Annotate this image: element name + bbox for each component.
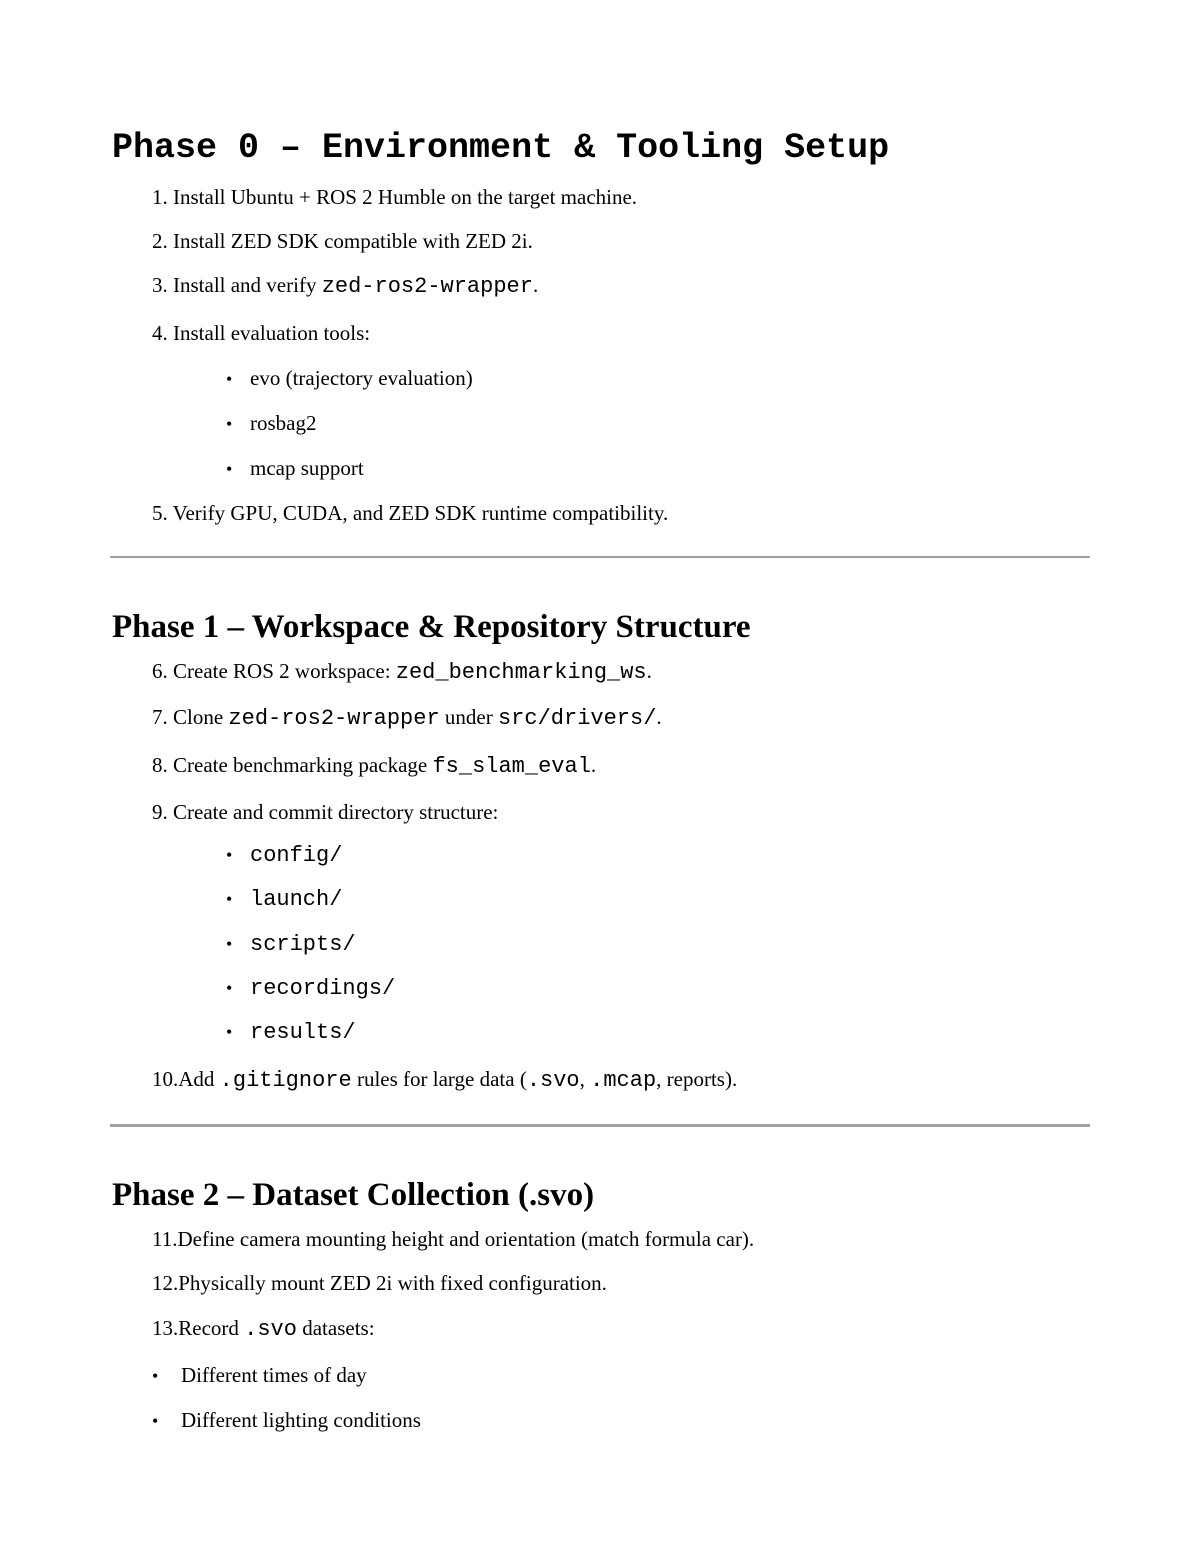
phase2-bullet — [152, 1410, 421, 1431]
phase1-item-10 — [152, 1069, 737, 1092]
code-span: .gitignore — [219, 1068, 352, 1093]
bullet-text: Different times of day — [181, 1363, 367, 1387]
item-text: Physically mount ZED 2i with fixed configuration. — [178, 1271, 607, 1295]
phase1-heading: Phase 1 – Workspace & Repository Structure — [112, 609, 751, 645]
item-text: under — [439, 705, 498, 729]
item-text: . — [646, 659, 652, 683]
phase2-heading: Phase 2 – Dataset Collection (.svo) — [112, 1177, 595, 1213]
item-number: 10. — [152, 1067, 179, 1091]
bullet-icon: • — [152, 1366, 159, 1386]
item-text: Record — [178, 1316, 245, 1340]
item-number: 9. — [152, 800, 168, 824]
item-text: Install and verify — [173, 273, 322, 297]
tool-text: rosbag2 — [250, 411, 317, 435]
code-span: zed_benchmarking_ws — [395, 660, 647, 685]
phase2-bullet — [152, 1365, 367, 1386]
dir-name: results/ — [250, 1020, 356, 1045]
phase0-item-5 — [152, 503, 668, 524]
item-text: . — [532, 273, 539, 297]
dir-item — [226, 888, 342, 911]
item-text: Verify GPU, CUDA, and ZED SDK runtime compatibility. — [172, 501, 669, 525]
dir-item — [226, 977, 395, 1000]
bullet-icon: • — [226, 459, 233, 479]
item-text: Install evaluation tools: — [173, 321, 371, 345]
item-text: Create and commit directory structure: — [173, 800, 499, 824]
phase2-item-11 — [152, 1229, 754, 1250]
item-text: . — [656, 705, 662, 729]
tool-text: evo (trajectory evaluation) — [250, 366, 473, 390]
item-text: Install ZED SDK compatible with ZED 2i. — [173, 229, 533, 253]
phase0-item-4 — [152, 323, 370, 344]
item-number: 8. — [152, 753, 168, 777]
tool-item — [226, 413, 317, 434]
bullet-icon: • — [226, 414, 233, 434]
code-span: fs_slam_eval — [432, 754, 591, 779]
item-text: datasets: — [296, 1316, 375, 1340]
tool-text: mcap support — [250, 456, 364, 480]
item-text: Create benchmarking package — [173, 753, 433, 777]
tool-item — [226, 458, 364, 479]
item-number: 3. — [152, 273, 168, 297]
item-number: 2. — [152, 229, 168, 253]
item-text: Create ROS 2 workspace: — [173, 659, 396, 683]
section-divider — [110, 556, 1090, 558]
phase2-item-13 — [152, 1318, 375, 1341]
tool-item — [226, 368, 473, 389]
phase0-item-3 — [152, 275, 538, 298]
item-text: Clone — [173, 705, 229, 729]
bullet-icon: • — [226, 1022, 233, 1042]
phase1-item-7 — [152, 707, 662, 730]
bullet-icon: • — [226, 934, 233, 954]
dir-name: scripts/ — [250, 932, 356, 957]
item-text: Add — [178, 1067, 220, 1091]
code-span: .mcap — [590, 1068, 657, 1093]
item-text: Define camera mounting height and orientation (match formula car). — [177, 1227, 755, 1251]
code-span: src/drivers/ — [497, 706, 657, 731]
bullet-icon: • — [226, 369, 233, 389]
item-text: Install Ubuntu + ROS 2 Humble on the target machine. — [173, 185, 638, 209]
bullet-icon: • — [226, 889, 233, 909]
phase1-item-9 — [152, 802, 498, 823]
code-span: zed-ros2-wrapper — [228, 706, 440, 731]
bullet-icon: • — [152, 1411, 159, 1431]
dir-item — [226, 933, 356, 956]
item-number: 5. — [152, 501, 168, 525]
item-text: , — [579, 1067, 591, 1091]
dir-item — [226, 1021, 356, 1044]
bullet-text: Different lighting conditions — [181, 1408, 421, 1432]
code-span: .svo — [244, 1317, 297, 1342]
section-divider — [110, 1124, 1090, 1127]
item-text: , reports). — [656, 1067, 738, 1091]
dir-name: config/ — [250, 843, 343, 868]
phase2-item-12 — [152, 1273, 607, 1294]
dir-name: recordings/ — [250, 976, 396, 1001]
phase0-item-2 — [152, 231, 533, 252]
item-text: . — [590, 753, 597, 777]
item-number: 12. — [152, 1271, 179, 1295]
item-number: 4. — [152, 321, 168, 345]
phase1-item-6 — [152, 661, 652, 684]
code-span: .svo — [526, 1068, 580, 1093]
bullet-icon: • — [226, 978, 233, 998]
item-number: 6. — [152, 659, 168, 683]
phase0-heading: Phase 0 – Environment & Tooling Setup — [112, 128, 890, 168]
item-number: 1. — [152, 185, 168, 209]
code-span: zed-ros2-wrapper — [321, 274, 533, 299]
item-number: 11. — [152, 1227, 178, 1251]
phase0-item-1 — [152, 187, 637, 208]
dir-item — [226, 844, 342, 867]
bullet-icon: • — [226, 845, 233, 865]
item-number: 7. — [152, 705, 168, 729]
item-number: 13. — [152, 1316, 179, 1340]
phase1-item-8 — [152, 755, 596, 778]
dir-name: launch/ — [250, 887, 343, 912]
item-text: rules for large data ( — [351, 1067, 527, 1091]
